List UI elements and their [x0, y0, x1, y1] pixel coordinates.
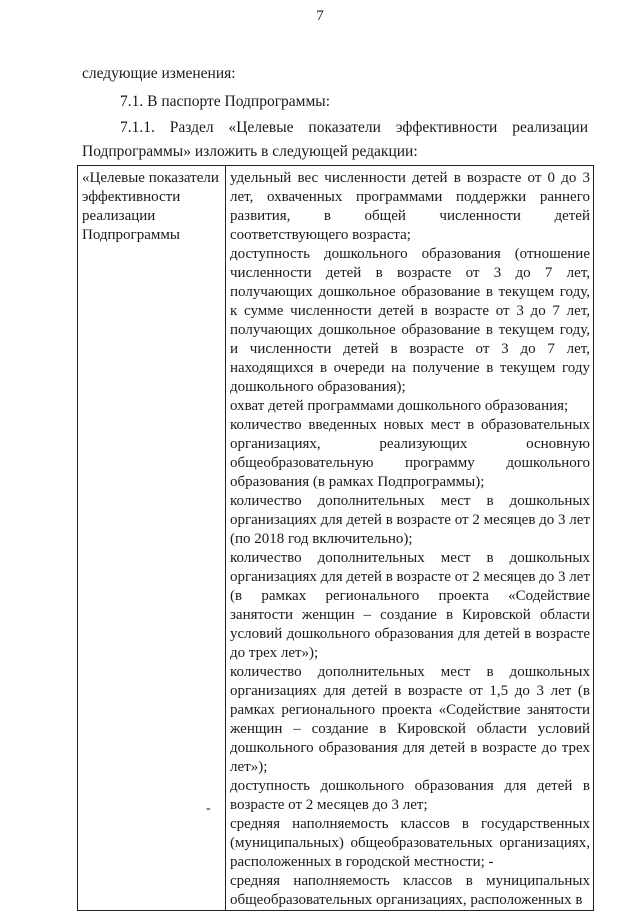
indicator-item: средняя наполняемость классов в государственных (муниципальных) общеобразовательных организациях, расположенных в городской местности; -: [230, 816, 590, 870]
indicator-list-cell: [226, 166, 594, 911]
page-number: 7: [316, 8, 324, 24]
intro-paragraph: следующие изменения:: [82, 65, 236, 82]
passport-table: [77, 165, 594, 911]
section-7-1-1-line: 7.1.1. Раздел «Целевые показатели эффективности реализации: [120, 119, 588, 136]
indicator-label-cell: «Целевые показатели эффективности реализации Подпрограммы: [78, 166, 226, 911]
margin-marker: -: [206, 801, 211, 816]
section-7-1-heading: 7.1. В паспорте Подпрограммы:: [120, 93, 331, 110]
indicator-item: средняя наполняемость классов в муниципальных общеобразовательных организациях, расположенных в: [230, 873, 590, 908]
indicator-item: количество дополнительных мест в дошкольных организациях для детей в возрасте от 2 месяцев до 3 лет (в рамках регионального проекта «Содействие занятости женщин – создание в Кировской области условий дошкольного образования для детей в возрасте до трех лет»);: [230, 550, 590, 661]
indicator-item: количество дополнительных мест в дошкольных организациях для детей в возрасте от 2 месяцев до 3 лет (по 2018 год включительно);: [230, 493, 590, 547]
table-row: [78, 166, 594, 911]
indicator-item: охват детей программами дошкольного образования;: [230, 398, 569, 414]
indicator-item: удельный вес численности детей в возрасте от 0 до 3 лет, охваченных программами поддержки раннего развития, в общей численности детей соответствующего возраста;: [230, 170, 590, 243]
indicator-item: доступность дошкольного образования для детей в возрасте от 2 месяцев до 3 лет;: [230, 778, 590, 813]
indicator-item: количество дополнительных мест в дошкольных организациях для детей в возрасте от 1,5 до 3 лет (в рамках регионального проекта «Содействие занятости женщин – создание в Кировской области условий дошкольного образования для детей в возрасте до трех лет»);: [230, 664, 590, 775]
indicator-item: доступность дошкольного образования (отношение численности детей в возрасте от 3 до 7 лет, получающих дошкольное образование в текущем году, к сумме численности детей в возрасте от 3 до 7 лет, получающих дошкольное образование в текущем году, и численности детей в возрасте от 3 до 7 лет, находящихся в очереди на получение в текущем году дошкольного образования);: [230, 246, 590, 395]
indicator-item: количество введенных новых мест в образовательных организациях, реализующих основную общеобразовательную программу дошкольного образования (в рамках Подпрограммы);: [230, 417, 590, 490]
section-7-1-1-continuation: Подпрограммы» изложить в следующей редакции:: [82, 143, 418, 160]
